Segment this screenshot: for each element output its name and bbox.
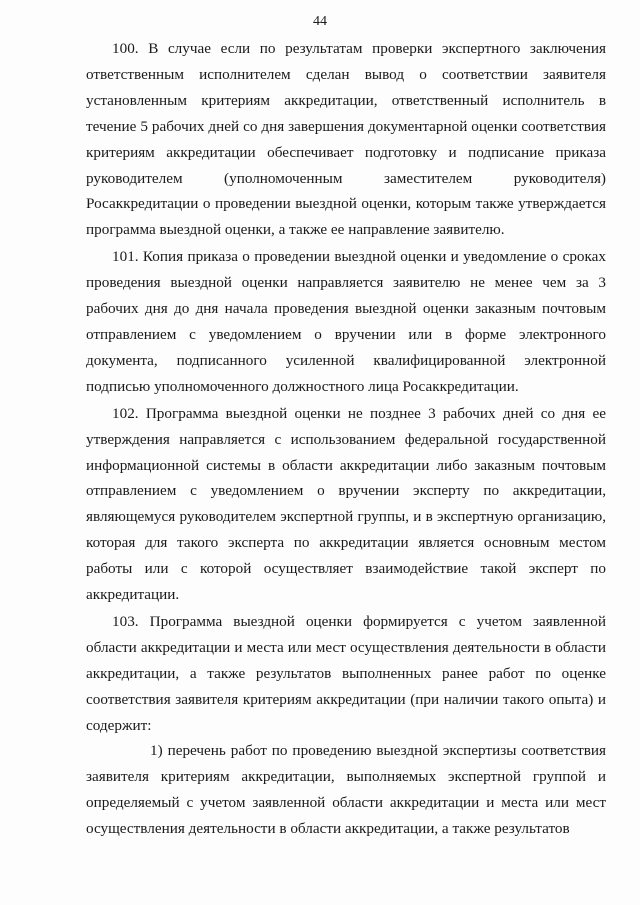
paragraph-101: 101. Копия приказа о проведении выездной оценки и уведомление о сроках проведения выездной оценки направляется заявителю не менее чем за 3 рабочих дня до дня начала проведения выездной оценки заказным почтовым отправлением с уведомлением о вручении или в форме электронного документа, подписанного усиленной квалифицированной электронной подписью уполномоченного должностного лица Росаккредитации. [86,248,606,395]
page-number: 44 [313,14,327,29]
paragraph-100: 100. В случае если по результатам проверки экспертного заключения ответственным исполнителем сделан вывод о соответствии заявителя установленным критериям аккредитации, ответственный исполнитель в течение 5 рабочих дней со дня завершения документарной оценки соответствия критериям аккредитации обеспечивает подготовку и подписание приказа руководителем (уполномоченным заместителем руководителя) Росаккредитации о проведении выездной оценки, которым также утверждается программа выездной оценки, а также ее направление заявителю. [86,40,606,239]
paragraph-103: 103. Программа выездной оценки формируется с учетом заявленной области аккредитации и места или мест осуществления деятельности в области аккредитации, а также результатов выполненных ранее работ по оценке соответствия заявителя критериям аккредитации (при наличии такого опыта) и содержит: [86,612,606,734]
paragraph-102: 102. Программа выездной оценки не позднее 3 рабочих дней со дня ее утверждения направляется с использованием федеральной государственной информационной системы в области аккредитации либо заказным почтовым отправлением с уведомлением о вручении эксперту по аккредитации, являющемуся руководителем экспертной группы, и в экспертную организацию, которая для такого эксперта по аккредитации является основным местом работы или с которой осуществляет взаимодействие такой эксперт по аккредитации. [86,404,606,604]
document-body [86,36,606,842]
paragraph-103-item-1: 1) перечень работ по проведению выездной экспертизы соответствия заявителя критериям аккредитации, выполняемых экспертной группой и определяемый с учетом заявленной области аккредитации и места или мест осуществления деятельности в области аккредитации, а также результатов [86,742,606,838]
